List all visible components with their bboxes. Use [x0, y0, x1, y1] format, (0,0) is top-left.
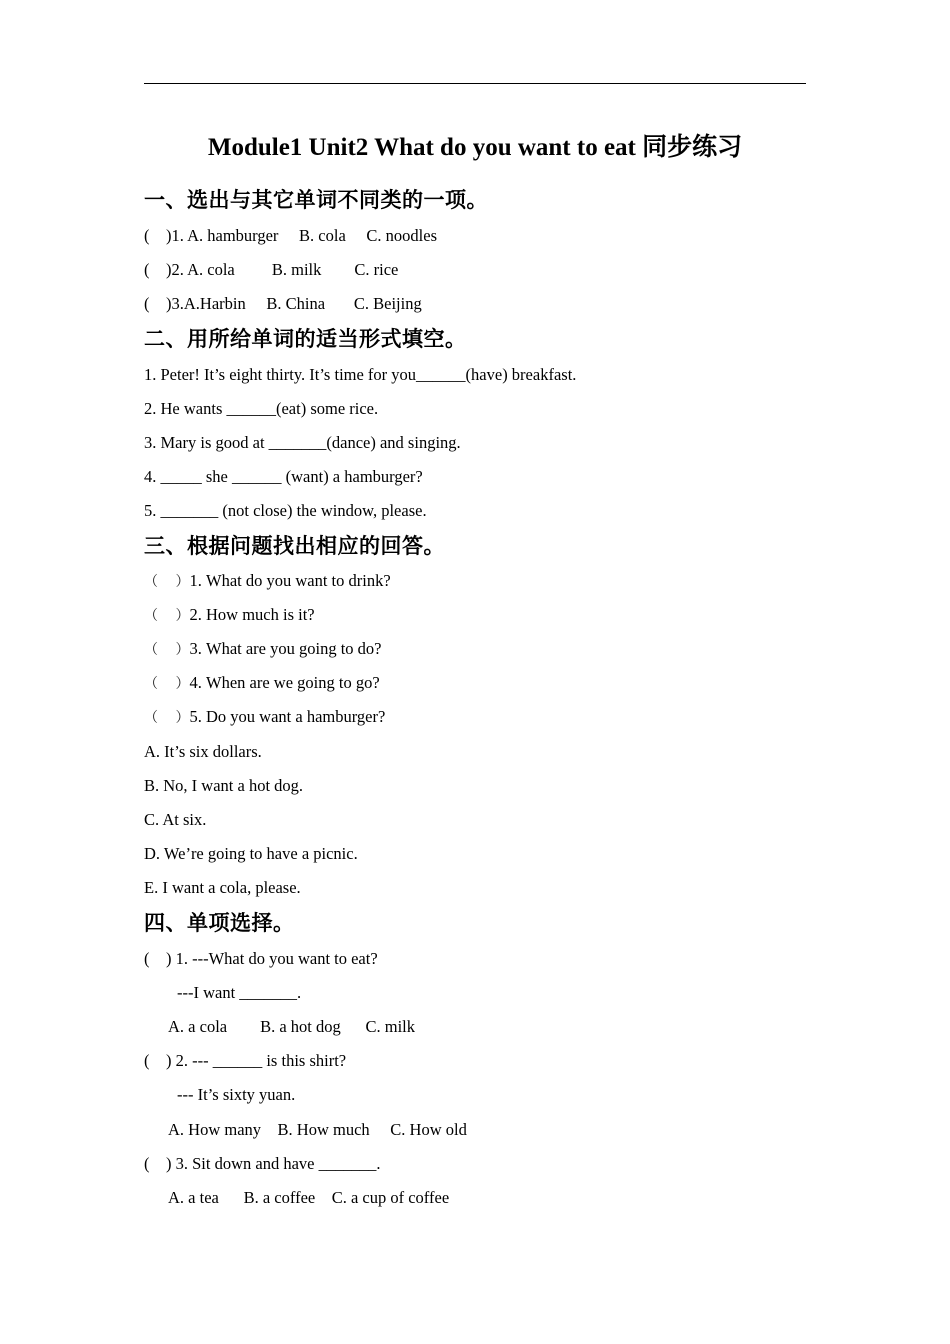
s4-q3-stem: ( ) 3. Sit down and have _______. — [144, 1154, 381, 1173]
s3-question-5: （ ）5. Do you want a hamburger? — [144, 707, 386, 726]
s2-item-5: 5. _______ (not close) the window, please. — [144, 501, 427, 520]
s1-item-2: ( )2. A. cola B. milk C. rice — [144, 260, 399, 279]
s4-q2-reply: --- It’s sixty yuan. — [177, 1085, 296, 1104]
s4-q1-reply: ---I want _______. — [177, 983, 302, 1002]
s4-q2-options: A. How many B. How much C. How old — [168, 1120, 467, 1139]
s3-question-1: （ ）1. What do you want to drink? — [144, 571, 391, 590]
section-1-heading: 一、选出与其它单词不同类的一项。 — [144, 188, 488, 212]
section-4-heading: 四、单项选择。 — [144, 911, 295, 935]
s3-answer-b: B. No, I want a hot dog. — [144, 776, 304, 795]
section-3-heading: 三、根据问题找出相应的回答。 — [144, 534, 445, 558]
s3-answer-e: E. I want a cola, please. — [144, 878, 301, 897]
s3-answer-c: C. At six. — [144, 810, 207, 829]
s4-q3-options: A. a tea B. a coffee C. a cup of coffee — [168, 1188, 450, 1207]
answer-blank: （ ） — [144, 609, 190, 624]
s1-item-1: ( )1. A. hamburger B. cola C. noodles — [144, 226, 437, 245]
s4-q1-options: A. a cola B. a hot dog C. milk — [168, 1017, 416, 1036]
s2-item-1: 1. Peter! It’s eight thirty. It’s time for you______(have) breakfast. — [144, 365, 577, 384]
s3-answer-d: D. We’re going to have a picnic. — [144, 844, 358, 863]
section-2-heading: 二、用所给单词的适当形式填空。 — [144, 327, 467, 351]
s4-q1-stem: ( ) 1. ---What do you want to eat? — [144, 949, 378, 968]
s2-item-4: 4. _____ she ______ (want) a hamburger? — [144, 467, 423, 486]
page-title: Module1 Unit2 What do you want to eat 同步练习 — [207, 134, 743, 161]
answer-blank: （ ） — [144, 711, 190, 726]
s3-question-2: （ ）2. How much is it? — [144, 605, 315, 624]
s3-question-3: （ ）3. What are you going to do? — [144, 639, 382, 658]
answer-blank: （ ） — [144, 643, 190, 658]
s2-item-3: 3. Mary is good at _______(dance) and singing. — [144, 433, 461, 452]
answer-blank: （ ） — [144, 677, 190, 692]
header-rule — [144, 83, 806, 84]
s2-item-2: 2. He wants ______(eat) some rice. — [144, 399, 379, 418]
s3-answer-a: A. It’s six dollars. — [144, 742, 262, 761]
s3-question-4: （ ）4. When are we going to go? — [144, 673, 380, 692]
s1-item-3: ( )3.A.Harbin B. China C. Beijing — [144, 294, 422, 313]
answer-blank: （ ） — [144, 575, 190, 590]
s4-q2-stem: ( ) 2. --- ______ is this shirt? — [144, 1051, 347, 1070]
